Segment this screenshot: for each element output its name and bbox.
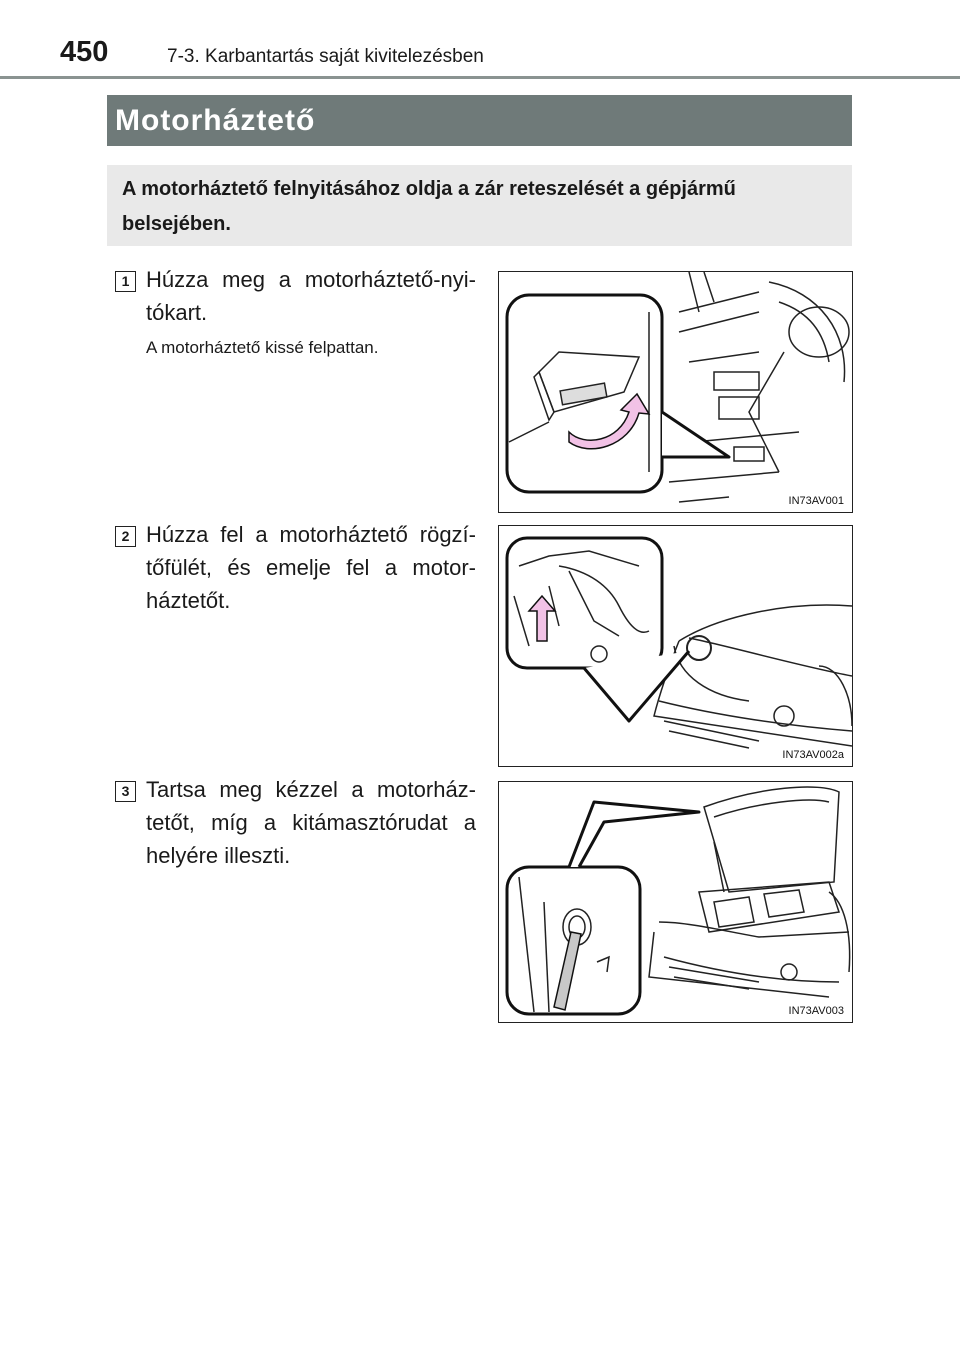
hood-release-illustration: [499, 272, 852, 512]
intro-text: A motorháztető felnyitásához oldja a zár reteszelését a gépjármű belsejében.: [122, 178, 736, 235]
step-1-note: A motorháztető kissé felpattan.: [146, 338, 379, 357]
step-number-2: 2: [115, 526, 136, 547]
figure-hood-release-lever: [498, 271, 853, 513]
hood-lock-illustration: [499, 526, 852, 766]
step-2-text: Húzza fel a motorháztető rögzí-tőfülét, és emelje fel a motor-háztetőt.: [146, 522, 476, 613]
figure-hood-lock-lever: [498, 525, 853, 767]
step-3-text: Tartsa meg kézzel a motorház-tetőt, míg a kitámasztórudat a helyére illeszti.: [146, 777, 476, 868]
section-title: Motorháztető: [115, 104, 316, 137]
figure-code-1: IN73AV001: [788, 495, 844, 507]
page-number: 450: [60, 36, 109, 68]
figure-code-2: IN73AV002a: [782, 749, 844, 761]
chapter-title: 7-3. Karbantartás saját kivitelezésben: [167, 46, 484, 67]
figure-support-rod: [498, 781, 853, 1023]
figure-code-3: IN73AV003: [788, 1005, 844, 1017]
step-number-1: 1: [115, 271, 136, 292]
header-rule: [0, 76, 960, 79]
support-rod-illustration: [499, 782, 852, 1022]
step-number-3: 3: [115, 781, 136, 802]
step-1-text: Húzza meg a motorháztető-nyi-tókart.: [146, 267, 476, 325]
